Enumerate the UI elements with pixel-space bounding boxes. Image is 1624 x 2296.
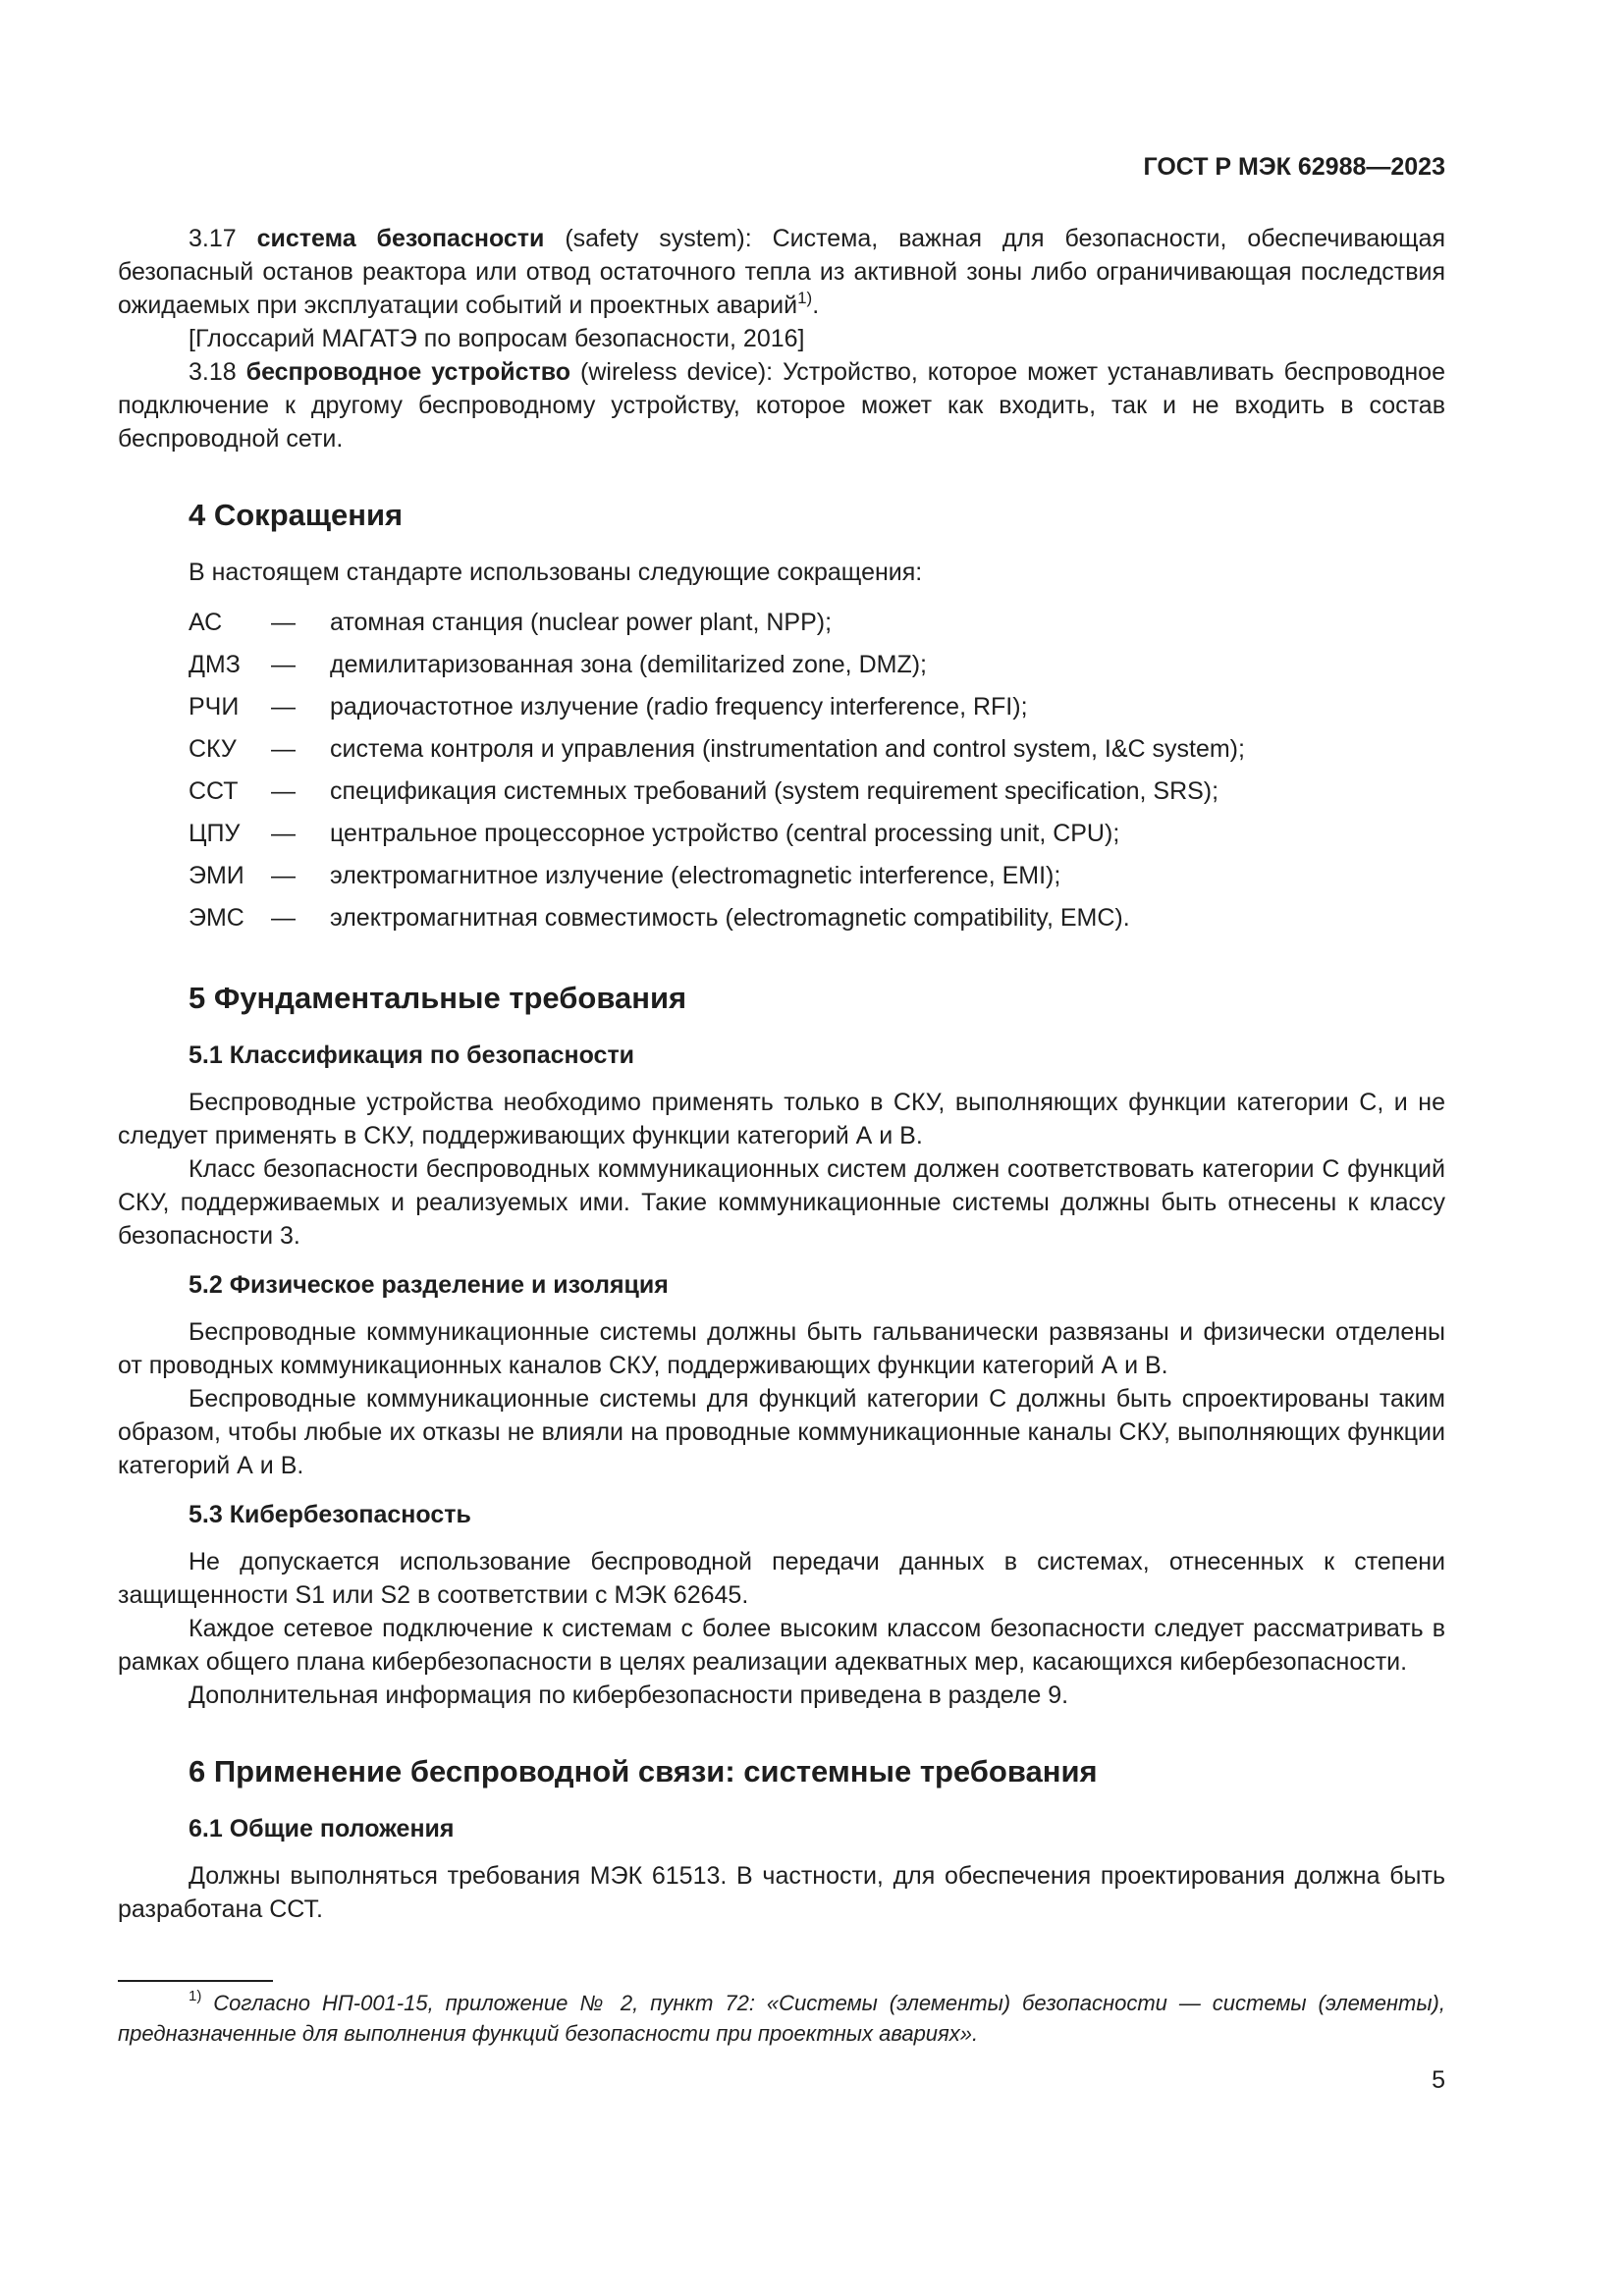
section-5-3-para-1: Не допускается использование беспроводной передачи данных в системах, отнесенных к степени защищенности S1 или S2 в соответствии с МЭК 62645. xyxy=(118,1548,1445,1609)
section-6-title: 6 Применение беспроводной связи: системные требования xyxy=(189,1754,1098,1789)
abbreviation-text: электромагнитная совместимость (electromagnetic compatibility, EMC). xyxy=(330,903,1130,932)
document-header: ГОСТ Р МЭК 62988—2023 xyxy=(1143,153,1445,181)
abbreviation-code: РЧИ xyxy=(189,692,240,721)
section-4-intro: В настоящем стандарте использованы следующие сокращения: xyxy=(189,559,923,586)
definition-number: 3.17 xyxy=(189,225,237,252)
definition-3-18 xyxy=(118,355,1445,455)
list-item xyxy=(118,896,1445,938)
section-5-3-para-3: Дополнительная информация по кибербезопасности приведена в разделе 9. xyxy=(189,1682,1069,1709)
abbreviation-text: радиочастотное излучение (radio frequency interference, RFI); xyxy=(330,692,1028,721)
footnote-text: Согласно НП-001-15, приложение № 2, пункт 72: «Системы (элементы) безопасности — системы (элементы), предназначенные для выполнения функций безопасности при проектных авариях». xyxy=(118,1991,1445,2046)
definition-3-17 xyxy=(118,222,1445,322)
abbreviation-dash: — xyxy=(271,819,296,847)
footnote-separator xyxy=(118,1980,273,1982)
section-5-2-para-2: Беспроводные коммуникационные системы для функций категории С должны быть спроектированы таким образом, чтобы любые их отказы не влияли на проводные коммуникационные каналы СКУ, выполняющих функции категорий А и В. xyxy=(118,1385,1445,1479)
list-item xyxy=(118,685,1445,727)
section-6-1-para-1: Должны выполняться требования МЭК 61513. В частности, для обеспечения проектирования должна быть разработана ССТ. xyxy=(118,1862,1445,1923)
footnote-marker: 1) xyxy=(189,1988,202,2004)
abbreviation-code: ССТ xyxy=(189,776,239,805)
abbreviation-code: АС xyxy=(189,608,223,636)
abbreviation-dash: — xyxy=(271,692,296,721)
definition-text: (safety system): Система, важная для безопасности, обеспечивающая безопасный останов реактора или отвод остаточного тепла из активной зоны либо ограничивающая последствия ожидаемых при эксплуатации событий и проектных аварий xyxy=(118,225,1445,319)
abbreviation-dash: — xyxy=(271,776,296,805)
definition-term: система безопасности xyxy=(256,225,545,252)
abbreviation-text: центральное процессорное устройство (central processing unit, CPU); xyxy=(330,819,1120,847)
abbreviation-text: атомная станция (nuclear power plant, NPP); xyxy=(330,608,833,636)
list-item xyxy=(118,770,1445,812)
section-5-title: 5 Фундаментальные требования xyxy=(189,981,687,1015)
abbreviation-code: ДМЗ xyxy=(189,650,241,678)
abbreviation-dash: — xyxy=(271,650,296,678)
abbreviation-code: СКУ xyxy=(189,734,237,763)
definition-source: [Глоссарий МАГАТЭ по вопросам безопасности, 2016] xyxy=(189,325,805,352)
abbreviation-dash: — xyxy=(271,903,296,932)
definition-number: 3.18 xyxy=(189,358,237,386)
abbreviation-dash: — xyxy=(271,608,296,636)
list-item xyxy=(118,854,1445,896)
page-content xyxy=(118,222,1445,1926)
abbreviation-dash: — xyxy=(271,861,296,889)
section-6-1-title: 6.1 Общие положения xyxy=(189,1815,455,1842)
abbreviation-code: ЦПУ xyxy=(189,819,241,847)
page-number: 5 xyxy=(1432,2066,1445,2094)
list-item xyxy=(118,643,1445,685)
list-item xyxy=(118,601,1445,643)
section-5-3-para-2: Каждое сетевое подключение к системам с более высоким классом безопасности следует рассматривать в рамках общего плана кибербезопасности в целях реализации адекватных мер, касающихся кибербезопасности. xyxy=(118,1615,1445,1676)
definition-end: . xyxy=(812,292,820,319)
section-5-3-title: 5.3 Кибербезопасность xyxy=(189,1501,471,1528)
footnote xyxy=(118,1988,1445,2049)
list-item xyxy=(118,812,1445,854)
section-5-1-title: 5.1 Классификация по безопасности xyxy=(189,1041,635,1069)
list-item xyxy=(118,727,1445,770)
abbreviation-text: демилитаризованная зона (demilitarized zone, DMZ); xyxy=(330,650,927,678)
section-4-title: 4 Сокращения xyxy=(189,498,404,532)
abbreviation-text: электромагнитное излучение (electromagnetic interference, EMI); xyxy=(330,861,1061,889)
abbreviation-list xyxy=(118,601,1445,938)
section-5-2-title: 5.2 Физическое разделение и изоляция xyxy=(189,1271,669,1299)
section-5-1-para-1: Беспроводные устройства необходимо применять только в СКУ, выполняющих функции категории С, и не следует применять в СКУ, поддерживающих функции категорий А и В. xyxy=(118,1089,1445,1149)
abbreviation-text: система контроля и управления (instrumentation and control system, I&C system); xyxy=(330,734,1245,763)
abbreviation-code: ЭМИ xyxy=(189,861,244,889)
definition-text: (wireless device): Устройство, которое может устанавливать беспроводное подключение к другому беспроводному устройству, которое может как входить, так и не входить в состав беспроводной сети. xyxy=(118,358,1445,453)
abbreviation-code: ЭМС xyxy=(189,903,244,932)
definition-term: беспроводное устройство xyxy=(245,358,571,386)
footnote-ref: 1) xyxy=(797,289,813,307)
section-5-2-para-1: Беспроводные коммуникационные системы должны быть гальванически развязаны и физически отделены от проводных коммуникационных каналов СКУ, поддерживающих функции категорий А и В. xyxy=(118,1318,1445,1379)
abbreviation-dash: — xyxy=(271,734,296,763)
section-5-1-para-2: Класс безопасности беспроводных коммуникационных систем должен соответствовать категории С функций СКУ, поддерживаемых и реализуемых ими. Такие коммуникационные системы должны быть отнесены к классу безопасности 3. xyxy=(118,1155,1445,1250)
abbreviation-text: спецификация системных требований (system requirement specification, SRS); xyxy=(330,776,1219,805)
